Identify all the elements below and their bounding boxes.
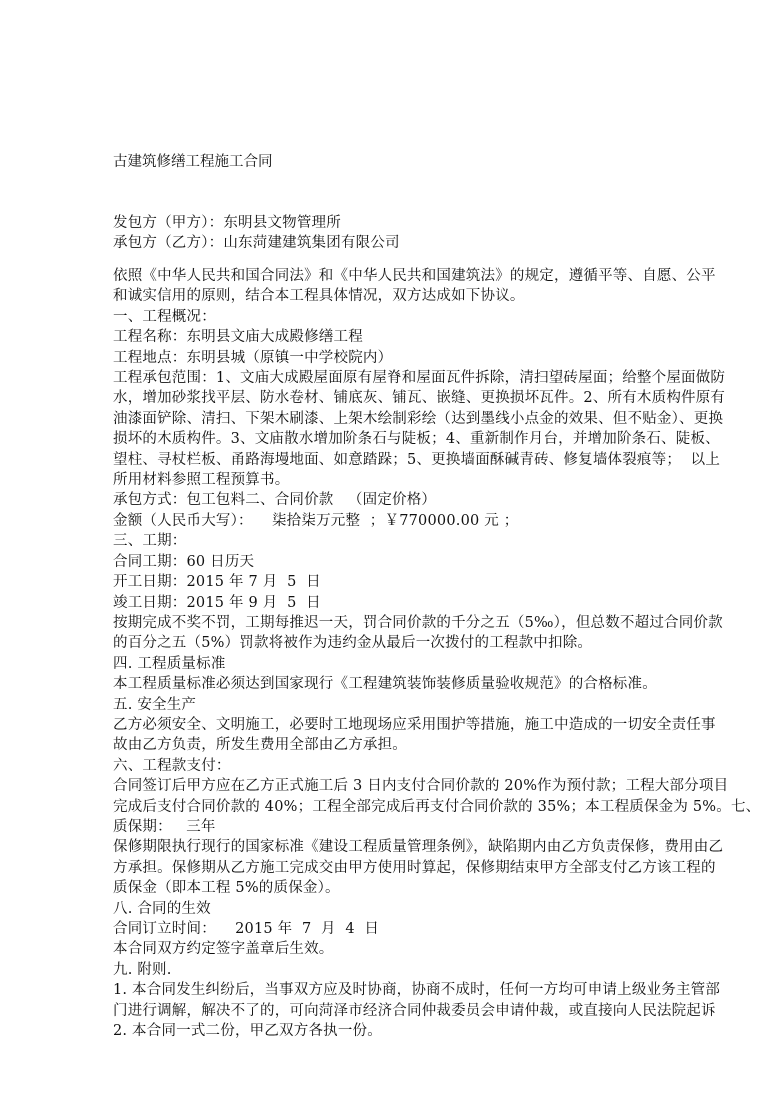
- body-line: 质保金（即本工程 5%的质保金）。: [113, 880, 340, 897]
- body-line: 故由乙方负责，所发生费用全部由乙方承担。: [113, 737, 407, 754]
- body-line: 所用材料参照工程预算书。: [113, 472, 290, 489]
- body-line: 依照《中华人民共和国合同法》和《中华人民共和国建筑法》的规定，遵循平等、自愿、公平: [113, 268, 716, 284]
- body-line: 门进行调解，解决不了的，可向菏泽市经济合同仲裁委员会申请仲裁，或直接向人民法院起诉: [113, 1002, 716, 1019]
- body-line: 工程名称：东明县文庙大成殿修缮工程: [113, 329, 363, 346]
- body-line: 本工程质量标准必须达到国家现行《工程建筑装饰装修质量验收规范》的合格标准。: [113, 676, 657, 693]
- body-line: 承包方式：包工包料二、合同价款 （固定价格）: [113, 492, 437, 509]
- body-line: 五. 安全生产: [113, 696, 197, 713]
- body-line: 本合同双方约定签字盖章后生效。: [113, 941, 334, 958]
- body-line: 四. 工程质量标准: [113, 655, 226, 672]
- body-line: 的百分之五（5%）罚款将被作为违约金从最后一次拨付的工程款中扣除。: [113, 635, 593, 652]
- body-line: 开工日期：2015 年 7 月 5 日: [113, 574, 321, 591]
- contract-body: [113, 266, 761, 1041]
- contract-parties: [113, 213, 673, 254]
- body-line: 完成后支付合同价款的 40%；工程全部完成后再支付合同价款的 35%；本工程质保金为 5%。七、: [113, 798, 761, 815]
- body-line: 竣工日期：2015 年 9 月 5 日: [113, 594, 321, 611]
- body-line: 按期完成不奖不罚，工期每推迟一天，罚合同价款的千分之五（5‰），但总数不超过合同价款: [113, 614, 723, 631]
- body-line: 一、工程概况：: [113, 308, 216, 325]
- body-line: 八. 合同的生效: [113, 900, 211, 917]
- body-line: 1. 本合同发生纠纷后，当事双方应及时协商，协商不成时，任何一方均可申请上级业务主管部: [113, 982, 721, 999]
- party-b: 承包方（乙方）：山东菏建建筑集团有限公司: [113, 235, 400, 252]
- party-a: 发包方（甲方）：东明县文物管理所: [113, 215, 341, 231]
- body-line: 合同签订后甲方应在乙方正式施工后 3 日内支付合同价款的 20%作为预付款；工程大部分项目: [113, 778, 729, 795]
- body-line: 保修期限执行现行的国家标准《建设工程质量管理条例》，缺陷期内由乙方负责保修，费用由乙: [113, 839, 724, 856]
- body-line: 工程地点：东明县城（原镇一中学校院内）: [113, 349, 393, 366]
- body-line: 工程承包范围：1、文庙大成殿屋面原有屋脊和屋面瓦件拆除，清扫望砖屋面；给整个屋面做防: [113, 370, 726, 387]
- body-line: 合同订立时间： 2015 年 7 月 4 日: [113, 921, 380, 937]
- body-line: 2. 本合同一式二份，甲乙双方各执一份。: [113, 1023, 382, 1040]
- body-line: 六、工程款支付：: [113, 757, 231, 774]
- body-line: 方承担。保修期从乙方施工完成交由甲方使用时算起，保修期结束甲方全部支付乙方该工程的: [113, 859, 716, 876]
- body-line: 九. 附则.: [113, 961, 172, 978]
- body-line: 和诚实信用的原则，结合本工程具体情况，双方达成如下协议。: [113, 288, 525, 305]
- body-line: 望柱、寻杖栏板、甬路海墁地面、如意踏跺；5、更换墙面酥碱青砖、修复墙体裂痕等； 以上: [113, 451, 721, 468]
- body-line: 三、工期：: [113, 533, 187, 550]
- body-line: 乙方必须安全、文明施工，必要时工地现场应采用围护等措施，施工中造成的一切安全责任事: [113, 716, 716, 733]
- body-line: 损坏的木质构件。3、文庙散水增加阶条石与陡板；4、重新制作月台，并增加阶条石、陡板、: [113, 431, 720, 448]
- body-line: 合同工期：60 日历天: [113, 553, 255, 570]
- body-line: 油漆面铲除、清扫、下架木刷漆、上架木绘制彩绘（达到墨线小点金的效果、但不贴金）、更换: [113, 410, 724, 427]
- document-title: 古建筑修缮工程施工合同: [113, 154, 273, 170]
- body-line: 质保期： 三年: [113, 818, 216, 835]
- body-line: 金额（人民币大写）： 柒拾柒万元整 ；￥770000.00 元 ；: [113, 512, 519, 529]
- body-line: 水，增加砂浆找平层、防水卷材、铺底灰、铺瓦、嵌缝、更换损坏瓦件。2、所有木质构件原有: [113, 390, 726, 407]
